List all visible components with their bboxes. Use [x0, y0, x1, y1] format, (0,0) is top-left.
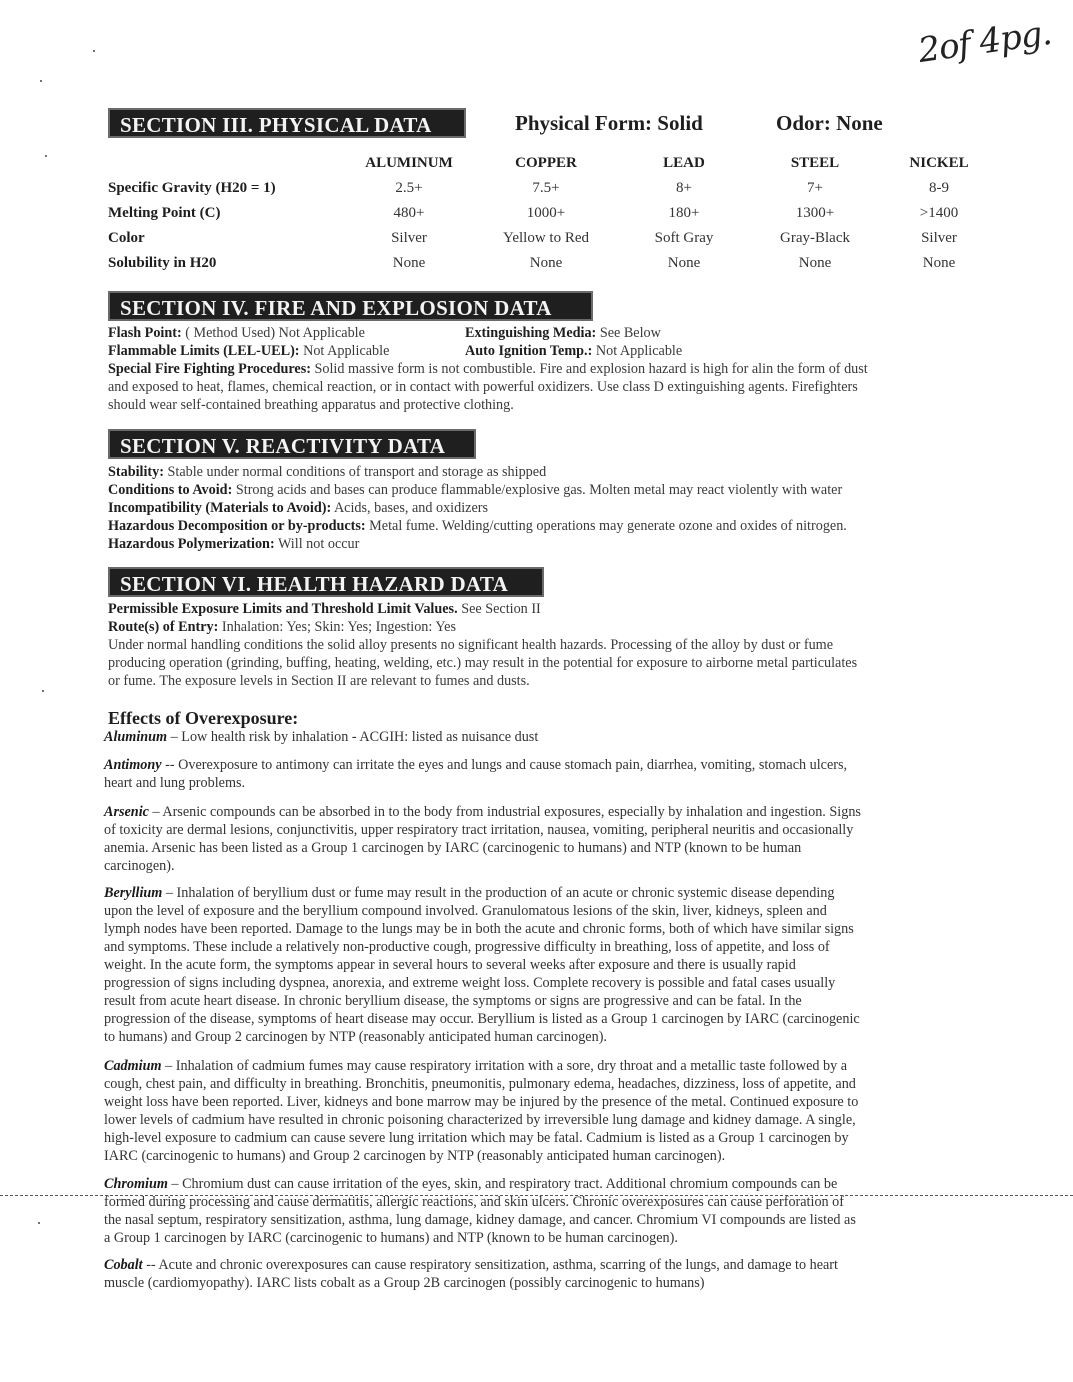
table-cell: Gray-Black — [780, 230, 850, 246]
section-6-header: SECTION VI. HEALTH HAZARD DATA — [108, 567, 544, 597]
polymerization-label: Hazardous Polymerization: — [108, 536, 275, 552]
table-cell: 1000+ — [526, 205, 566, 221]
effect-text: cough, chest pain, and difficulty in breathing. Bronchitis, pneumonitis, pulmonary edema, headaches, dizziness, loss of appetite, and — [104, 1076, 856, 1092]
effect-text: – Arsenic compounds can be absorbed in to the body from industrial exposures, especially by inhalation and ingestion. Signs — [152, 804, 861, 820]
effect-text: – Inhalation of beryllium dust or fume may result in the production of an acute or chronic systemic disease depending — [165, 885, 835, 901]
auto-ignition-group — [465, 342, 682, 360]
incompatibility-value: Acids, bases, and oxidizers — [333, 500, 488, 516]
table-row — [108, 226, 1002, 251]
route-value: Inhalation: Yes; Skin: Yes; Ingestion: Yes — [221, 619, 457, 635]
special-procedures-line — [108, 360, 1008, 378]
decomposition-label: Hazardous Decomposition or by-products: — [108, 518, 366, 534]
effect-text: lower levels of cadmium have resulted in chronic poisoning characterized by irreversible lung damage and kidney damage. A single, — [104, 1112, 856, 1128]
effects-title: Effects of Overexposure: — [108, 708, 299, 728]
effect-name: Antimony — [104, 757, 162, 773]
incompatibility-row — [108, 499, 1008, 517]
effect-name: Aluminum — [104, 729, 168, 745]
column-header: COPPER — [515, 155, 577, 171]
table-row — [108, 176, 1002, 201]
effect-text: anemia. Arsenic has been listed as a Group 1 carcinogen by IARC (carcinogenic to humans) and NTP (known to be human — [104, 840, 802, 856]
effect-cadmium — [104, 1057, 994, 1165]
route-row — [108, 618, 1008, 636]
effect-text: – Low health risk by inhalation - ACGIH: listed as nuisance dust — [170, 729, 539, 745]
table-cell: 180+ — [668, 205, 700, 221]
odor-label: Odor: None — [776, 111, 883, 135]
effect-antimony — [104, 756, 994, 792]
effect-text: IARC (carcinogenic to humans) and Group 2 carcinogen by NTP (reasonably anticipated human carcinogen). — [104, 1148, 726, 1164]
health-intro-line: or fume. The exposure levels in Section II are relevant to fumes and dusts. — [108, 673, 530, 689]
extinguishing-label: Extinguishing Media: — [465, 325, 597, 341]
flammable-limits-value: Not Applicable — [303, 343, 390, 359]
effect-name: Chromium — [104, 1176, 168, 1192]
route-label: Route(s) of Entry: — [108, 619, 219, 635]
table-row — [108, 201, 1002, 226]
handwritten-page-note: 2of 4pg. — [915, 12, 1054, 72]
stability-label: Stability: — [108, 464, 164, 480]
table-cell: 7.5+ — [532, 180, 560, 196]
table-cell: None — [922, 255, 956, 271]
column-header: LEAD — [663, 155, 705, 171]
physical-data-table — [108, 151, 1002, 276]
effect-text: heart and lung problems. — [104, 775, 246, 791]
row-label: Solubility in H20 — [108, 255, 217, 271]
section-5-header: SECTION V. REACTIVITY DATA — [108, 429, 476, 459]
conditions-value: Strong acids and bases can produce flammable/explosive gas. Molten metal may react violently with water — [235, 482, 843, 498]
effect-name: Arsenic — [104, 804, 149, 820]
auto-ignition-value: Not Applicable — [595, 343, 683, 359]
effect-text: result from acute heart disease. In chronic beryllium disease, the symptoms or signs are progressive and can be fatal. In the — [104, 993, 802, 1009]
effect-beryllium — [104, 884, 994, 1046]
conditions-label: Conditions to Avoid: — [108, 482, 233, 498]
effect-text: – Inhalation of cadmium fumes may cause respiratory irritation with a sore, dry throat and a metallic taste followed by a — [165, 1058, 848, 1074]
effect-text: to humans) and Group 2 carcinogen by NTP (reasonably anticipated human carcinogen). — [104, 1029, 607, 1045]
table-cell: Yellow to Red — [503, 230, 589, 246]
effect-text: the nasal septum, respiratory sensitization, asthma, lung damage, kidney damage, and cancer. Chromium VI compounds are listed as — [104, 1212, 856, 1228]
effect-text: lymph nodes have been reported. Damage to the lungs may be in both the acute and chronic forms, both of which have similar signs — [104, 921, 854, 937]
effect-text: progression of signs including dyspnea, anorexia, and extreme weight loss. Complete recovery is possible and fatal cases usually — [104, 975, 836, 991]
column-header: NICKEL — [909, 155, 969, 171]
section-4-header: SECTION IV. FIRE AND EXPLOSION DATA — [108, 291, 593, 321]
health-hazard-block — [108, 600, 1008, 690]
effect-text: upon the level of exposure and the beryllium compound involved. Granulomatous lesions of the skin, liver, kidneys, spleen and — [104, 903, 827, 919]
column-header: STEEL — [790, 155, 840, 171]
row-label: Color — [108, 230, 145, 246]
effect-name: Cobalt — [104, 1257, 143, 1273]
health-intro-line: producing operation (grinding, buffing, heating, welding, etc.) may result in the potential for exposure to airborne metal particulates — [108, 655, 858, 671]
fire-data-block — [108, 324, 1008, 414]
scan-speck — [93, 50, 95, 52]
table-cell: None — [529, 255, 563, 271]
table-cell: 480+ — [393, 205, 425, 221]
table-row — [108, 251, 1002, 276]
table-corner — [108, 151, 340, 176]
section-3-header: SECTION III. PHYSICAL DATA — [108, 108, 466, 138]
table-cell: Soft Gray — [654, 230, 714, 246]
effect-text: of toxicity are dermal lesions, conjunctivitis, upper respiratory tract irritation, nausea, vomiting, peripheral neuritis and occasionally — [104, 822, 854, 838]
effect-text: -- Overexposure to antimony can irritate the eyes and lungs and cause stomach pain, diarrhea, vomiting, stomach ulcers, — [165, 757, 848, 773]
stability-row — [108, 463, 1008, 481]
table-cell: 2.5+ — [395, 180, 423, 196]
pel-value: See Section II — [461, 601, 541, 617]
pel-row — [108, 600, 1008, 618]
table-cell: None — [798, 255, 832, 271]
table-cell: None — [392, 255, 426, 271]
conditions-row — [108, 481, 1008, 499]
scan-speck — [42, 690, 44, 692]
effect-text: weight. In the acute form, the symptoms appear in several hours to several weeks after exposure and there is usually rapid — [104, 957, 796, 973]
effect-text: muscle (cardiomyopathy). IARC lists cobalt as a Group 2B carcinogen (possibly carcinogenic to humans) — [104, 1275, 705, 1291]
effect-name: Cadmium — [104, 1058, 162, 1074]
effect-text: progression of the disease, symptoms of heart disease may occur. Beryllium is listed as a Group 1 carcinogen by IARC (carcinogenic — [104, 1011, 860, 1027]
table-cell: Silver — [391, 230, 427, 246]
effect-text: weight loss have been reported. Liver, kidneys and bone marrow may be injured by the presence of the metal. Continued exposure to — [104, 1094, 859, 1110]
special-procedures-line: should wear self-contained breathing apparatus and protective clothing. — [108, 397, 514, 413]
effect-text: -- Acute and chronic overexposures can cause respiratory sensitization, asthma, scarring of the lungs, and damage to heart — [146, 1257, 838, 1273]
effect-chromium — [104, 1175, 994, 1247]
flash-row — [108, 324, 1008, 342]
reactivity-block — [108, 463, 1008, 553]
table-cell: Silver — [921, 230, 957, 246]
decomposition-value: Metal fume. Welding/cutting operations may generate ozone and oxides of nitrogen. — [369, 518, 847, 534]
effect-cobalt — [104, 1256, 994, 1292]
effect-name: Beryllium — [104, 885, 163, 901]
incompatibility-label: Incompatibility (Materials to Avoid): — [108, 500, 332, 516]
extinguishing-value: See Below — [599, 325, 661, 341]
auto-ignition-label: Auto Ignition Temp.: — [465, 343, 593, 359]
effect-text: high-level exposure to cadmium can cause severe lung irritation which may be fatal. Cadmium is listed as a Group 1 carcinogen by — [104, 1130, 849, 1146]
effect-text: carcinogen). — [104, 858, 175, 874]
effect-text: – Chromium dust can cause irritation of the eyes, skin, and respiratory tract. Additional chromium compounds can be — [171, 1176, 838, 1192]
effect-text: a Group 1 carcinogen by IARC (carcinogenic to humans) and NTP (known to be human carcinogen). — [104, 1230, 678, 1246]
physical-form-label: Physical Form: Solid — [515, 111, 703, 135]
extinguishing-group — [465, 324, 661, 342]
stability-value: Stable under normal conditions of transport and storage as shipped — [167, 464, 547, 480]
table-header-row — [108, 151, 1002, 176]
decomposition-row — [108, 517, 1008, 535]
table-cell: >1400 — [919, 205, 959, 221]
table-cell: 7+ — [807, 180, 823, 196]
polymerization-value: Will not occur — [277, 536, 360, 552]
flash-point-value: ( Method Used) Not Applicable — [185, 325, 365, 341]
special-procedures-line: and exposed to heat, flames, chemical reaction, or in contact with powerful oxidizers. Use class D extinguishing agents. Firefighters — [108, 379, 858, 395]
scan-speck — [38, 1222, 40, 1224]
table-cell: 8+ — [676, 180, 692, 196]
row-label: Melting Point (C) — [108, 205, 221, 221]
row-label: Specific Gravity (H20 = 1) — [108, 180, 276, 196]
table-cell: None — [667, 255, 701, 271]
scan-speck — [45, 155, 47, 157]
flammable-row — [108, 342, 1008, 360]
effect-text: and symptoms. These include a relatively non-productive cough, progressive difficulty in breathing, loss of appetite, and loss of — [104, 939, 830, 955]
effect-arsenic — [104, 803, 994, 875]
column-header: ALUMINUM — [365, 155, 453, 171]
pel-label: Permissible Exposure Limits and Threshold Limit Values. — [108, 601, 458, 617]
scan-fold-line — [0, 1195, 1073, 1196]
table-cell: 8-9 — [929, 180, 949, 196]
flash-point-label: Flash Point: — [108, 325, 182, 341]
special-procedures-text: Solid massive form is not combustible. Fire and explosion hazard is high for alin the form of dust — [314, 361, 868, 377]
effect-text: formed during processing and cause dermatitis, allergic reactions, and skin ulcers. Chronic overexposures can cause perforation of — [104, 1194, 844, 1210]
effect-aluminum — [104, 728, 994, 746]
flammable-limits-label: Flammable Limits (LEL-UEL): — [108, 343, 300, 359]
table-cell: 1300+ — [795, 205, 835, 221]
health-intro-line: Under normal handling conditions the solid alloy presents no significant health hazards. Processing of the alloy by dust or fume — [108, 637, 833, 653]
special-procedures-label: Special Fire Fighting Procedures: — [108, 361, 311, 377]
polymerization-row — [108, 535, 1008, 553]
scan-speck — [40, 80, 42, 82]
